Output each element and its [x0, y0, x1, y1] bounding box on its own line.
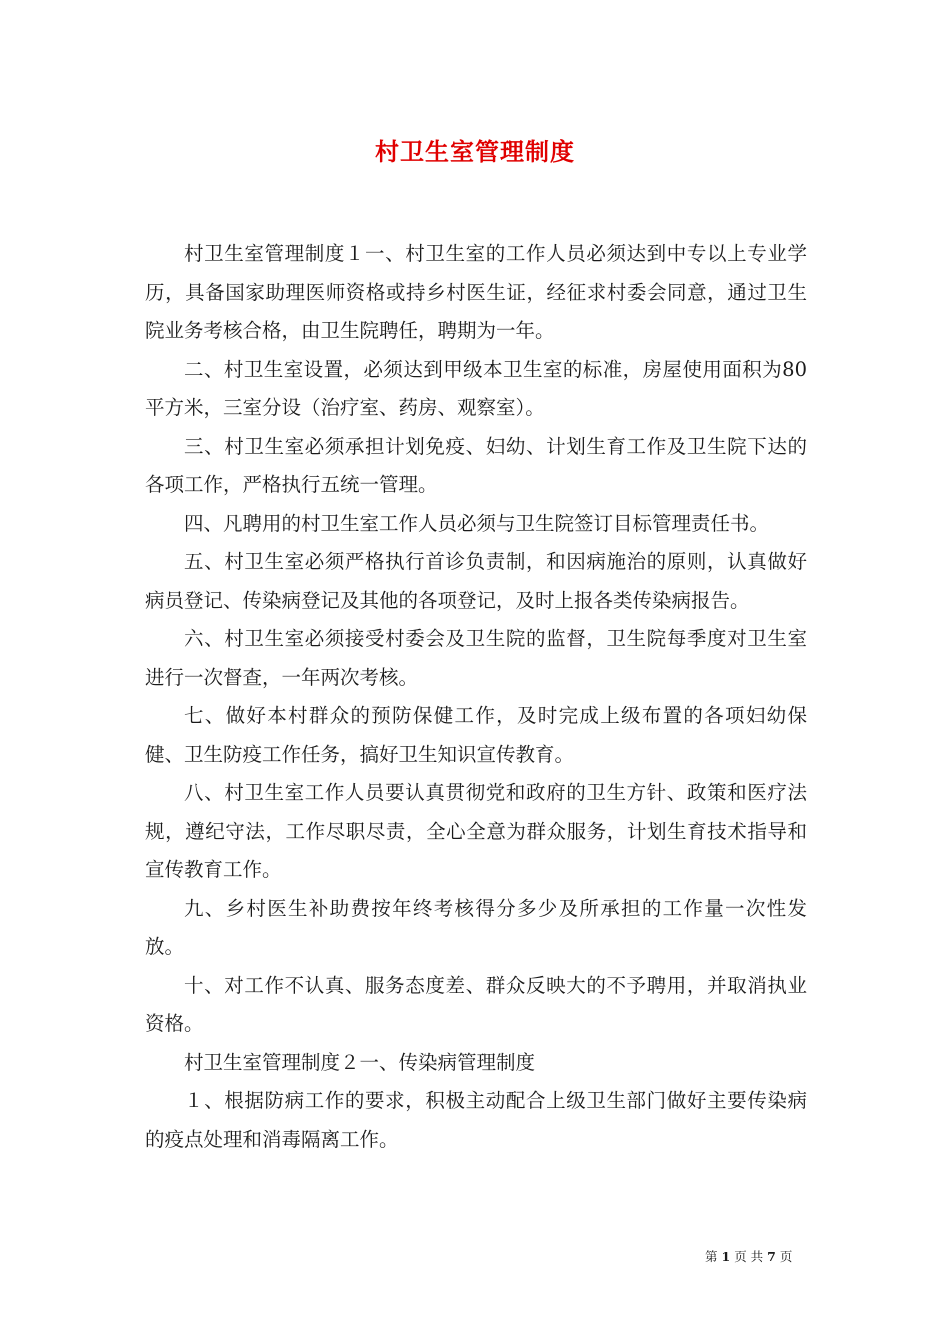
paragraph-10: 十、对工作不认真、服务态度差、群众反映大的不予聘用，并取消执业资格。 [145, 973, 807, 1035]
paragraph-12: １、根据防病工作的要求，积极主动配合上级卫生部门做好主要传染病的疫点处理和消毒隔离工作。 [145, 1089, 807, 1151]
total-page-count: 7 [767, 1249, 776, 1264]
paragraph-5: 五、村卫生室必须严格执行首诊负责制，和因病施治的原则，认真做好病员登记、传染病登记及其他的各项登记，及时上报各类传染病报告。 [145, 550, 807, 612]
paragraph-7: 七、做好本村群众的预防保健工作，及时完成上级布置的各项妇幼保健、卫生防疫工作任务，搞好卫生知识宣传教育。 [145, 704, 807, 766]
document-title: 村卫生室管理制度 [375, 137, 575, 166]
current-page-number: 1 [721, 1249, 731, 1264]
paragraph-2: 二、村卫生室设置，必须达到甲级本卫生室的标准，房屋使用面积为80平方米，三室分设（治疗室、药房、观察室）。 [145, 357, 807, 419]
paragraph-8: 八、村卫生室工作人员要认真贯彻党和政府的卫生方针、政策和医疗法规，遵纪守法，工作尽职尽责，全心全意为群众服务，计划生育技术指导和宣传教育工作。 [145, 781, 807, 881]
footer-suffix: 页 [779, 1249, 793, 1264]
paragraph-9: 九、乡村医生补助费按年终考核得分多少及所承担的工作量一次性发放。 [145, 896, 807, 958]
document-body [145, 235, 807, 1159]
page-number-footer [705, 1247, 815, 1265]
paragraph-1: 村卫生室管理制度１一、村卫生室的工作人员必须达到中专以上专业学历，具备国家助理医师资格或持乡村医生证，经征求村委会同意，通过卫生院业务考核合格，由卫生院聘任，聘期为一年。 [145, 242, 807, 342]
paragraph-4: 四、凡聘用的村卫生室工作人员必须与卫生院签订目标管理责任书。 [184, 511, 770, 535]
paragraph-11: 村卫生室管理制度２一、传染病管理制度 [184, 1050, 536, 1074]
footer-prefix: 第 [705, 1249, 718, 1264]
paragraph-3: 三、村卫生室必须承担计划免疫、妇幼、计划生育工作及卫生院下达的各项工作，严格执行五统一管理。 [145, 434, 807, 496]
footer-middle: 页 共 [734, 1249, 764, 1264]
paragraph-6: 六、村卫生室必须接受村委会及卫生院的监督，卫生院每季度对卫生室进行一次督查，一年两次考核。 [145, 627, 807, 689]
